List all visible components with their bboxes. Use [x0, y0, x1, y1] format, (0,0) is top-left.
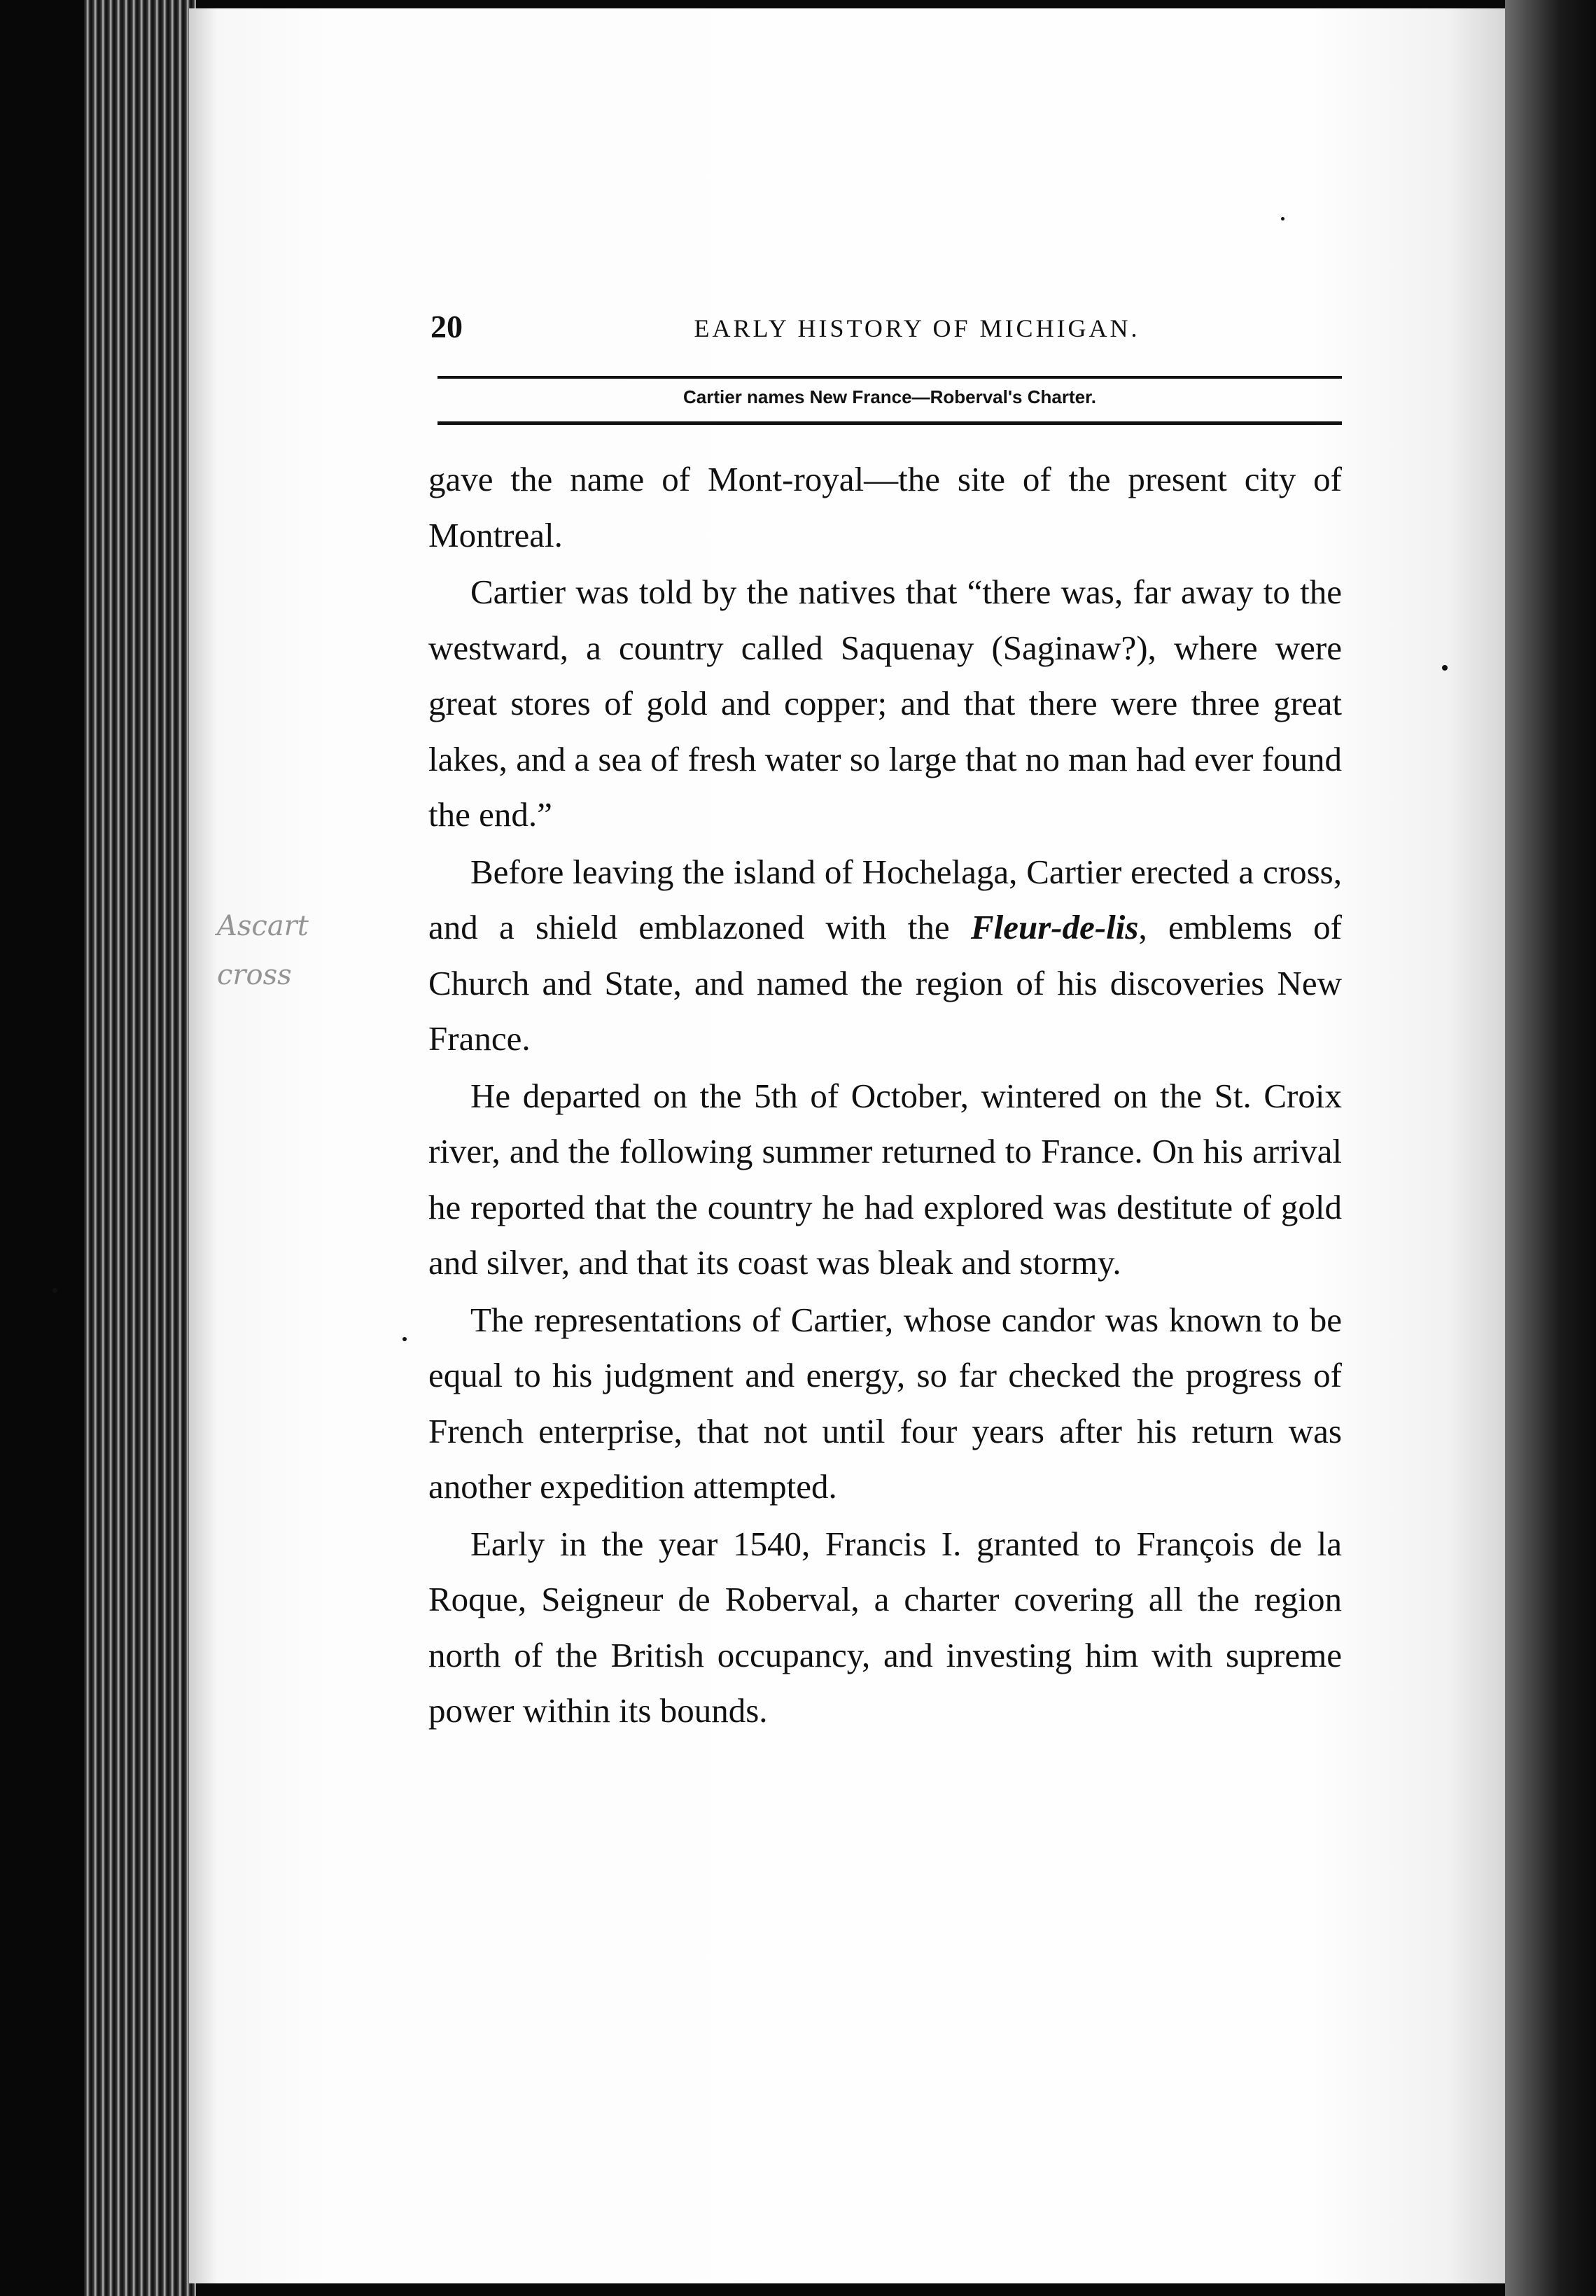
handwritten-margin-note	[210, 910, 406, 1015]
paragraph-3-after: , emblems of Church and State, and named the region of his discoveries New France.	[428, 908, 1342, 1058]
paragraph-1: gave the name of Mont-royal—the site of the present city of Montreal.	[428, 460, 1342, 554]
paragraph-4: He departed on the 5th of October, wintered on the St. Croix river, and the following summer returned to France. On his arrival he reported that the country he had explored was destitute of gold and silver, and that its coast was bleak and stormy.	[428, 1076, 1342, 1282]
margin-note-line-2: cross	[217, 959, 292, 991]
paragraph-6: Early in the year 1540, Francis I. granted to François de la Roque, Seigneur de Roberval, a charter covering all the region north of the British occupancy, and investing him with supreme power within its bounds.	[428, 1524, 1342, 1730]
scan-speck	[52, 1288, 57, 1293]
paragraph-5: The representations of Cartier, whose candor was known to be equal to his judgment and energy, so far checked the progress of French enterprise, that not until four years after his return was another expedition attempted.	[428, 1300, 1342, 1506]
scan-speck	[1442, 665, 1448, 671]
page-stack-edge	[84, 0, 196, 2296]
header-rule-top	[438, 376, 1342, 379]
page-number: 20	[430, 309, 463, 344]
gutter-shadow	[1505, 0, 1596, 2296]
body-text	[428, 451, 1342, 1739]
running-title: EARLY HISTORY OF MICHIGAN.	[694, 314, 1140, 342]
paragraph-2: Cartier was told by the natives that “there was, far away to the westward, a country called Saquenay (Saginaw?), where were great stores of gold and copper; and that there were three great lakes, and a sea of fresh water so large that no man had ever found the end.”	[428, 573, 1342, 834]
header-rule-bottom	[438, 421, 1342, 425]
section-subheader: Cartier names New France—Roberval's Charter.	[683, 386, 1096, 407]
fleur-de-lis-italic: Fleur-de-lis	[970, 908, 1139, 946]
paragraph-3	[428, 844, 1342, 1067]
scan-speck	[402, 1337, 407, 1341]
paragraph-3-before: Before leaving the island of Hochelaga, Cartier erected a cross, and a shield emblazoned with the	[428, 852, 1342, 946]
running-header	[430, 308, 1340, 357]
scan-speck	[1281, 217, 1284, 220]
margin-note-line-1: Ascart	[217, 910, 309, 942]
